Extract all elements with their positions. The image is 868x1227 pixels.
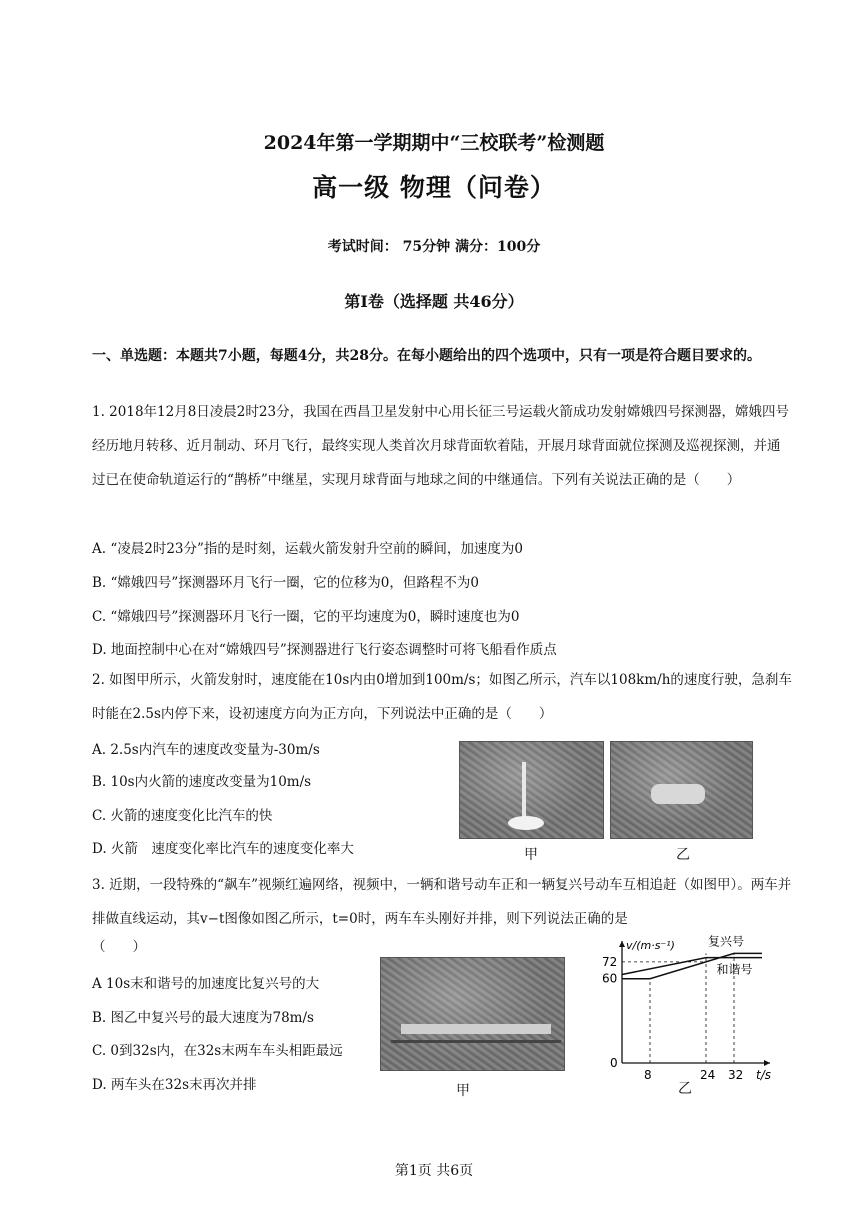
q2-caption-yi: 乙 <box>676 847 690 863</box>
x-tick-label-32: 32 <box>728 1068 744 1082</box>
x-axis-label: t/s <box>756 1068 771 1082</box>
q3-caption-yi: 乙 <box>678 1081 692 1097</box>
q2-stem: 2. 如图甲所示，火箭发射时，速度能在10s内由0增加到100m/s；如图乙所示，汽车以108km/h的速度行驶，急刹车时能在2.5s内停下来，设初速度方向为正方向，下列说法中正确的是（ ） <box>92 672 792 722</box>
q3-option-c: C. 0到32s内，在32s末两车车头相距最远 <box>92 1043 343 1059</box>
part-heading: 第Ⅰ卷（选择题 共46分） <box>344 292 524 311</box>
vt-graph <box>600 935 780 1095</box>
q2-option-a: A. 2.5s内汽车的速度改变量为-30m/s <box>92 742 320 758</box>
q2-option-c: C. 火箭的速度变化比汽车的快 <box>92 808 273 824</box>
x-tick-label-8: 8 <box>644 1068 652 1082</box>
q1-option-c: C. “嫦娥四号”探测器环月飞行一圈，它的平均速度为0，瞬时速度也为0 <box>92 609 520 625</box>
q3-stem: 3. 近期，一段特殊的“飙车”视频红遍网络，视频中，一辆和谐号动车正和一辆复兴号动车互相追赶（如图甲）。两车并排做直线运动，其v−t图像如图乙所示，t=0时，两车车头刚好并排，则下列说法正确的是 <box>92 877 792 927</box>
q1-stem: 1. 2018年12月8日凌晨2时23分，我国在西昌卫星发射中心用长征三号运载火箭成功发射嫦娥四号探测器，嫦娥四号经历地月转移、近月制动、环月飞行，最终实现人类首次月球背面软着陆，开展月球背面就位探测及巡视探测，并通过已在使命轨道运行的“鹊桥”中继星，实现月球背面与地球之间的中继通信。下列有关说法正确的是（ ） <box>92 404 790 488</box>
q1-option-a: A. “凌晨2时23分”指的是时刻，运载火箭发射升空前的瞬间，加速度为0 <box>92 541 523 557</box>
q2-option-b: B. 10s内火箭的速度改变量为10m/s <box>92 774 312 790</box>
exam-info: 考试时间： 75分钟 满分：100分 <box>327 239 541 255</box>
q3-option-a: A 10s末和谐号的加速度比复兴号的大 <box>92 976 320 992</box>
q1-option-b: B. “嫦娥四号”探测器环月飞行一圈，它的位移为0，但路程不为0 <box>92 575 479 591</box>
y-axis-arrow <box>619 941 625 947</box>
y-tick-label-60: 60 <box>602 971 618 986</box>
q2-option-d: D. 火箭 速度变化率比汽车的速度变化率大 <box>92 841 354 857</box>
car-braking-photo <box>610 741 753 839</box>
train-race-photo <box>380 957 565 1071</box>
y-tick-label-72: 72 <box>602 954 618 969</box>
x-tick-label-0: 0 <box>610 1056 618 1070</box>
page-footer: 第1页 共6页 <box>394 1163 474 1179</box>
rocket-launch-photo <box>459 741 604 839</box>
exam-title: 2024年第一学期期中“三校联考”检测题 <box>263 132 605 154</box>
q3-caption-jia: 甲 <box>456 1083 470 1099</box>
x-tick-label-24: 24 <box>700 1068 716 1082</box>
section-heading: 一、单选题：本题共7小题，每题4分，共28分。在每小题给出的四个选项中，只有一项是符合题目要求的。 <box>92 348 761 364</box>
y-axis-label: v/(m·s⁻¹) <box>626 939 675 952</box>
q3-option-b: B. 图乙中复兴号的最大速度为78m/s <box>92 1010 314 1026</box>
q3-answer-blank: （ ） <box>92 939 146 955</box>
q1-option-d: D. 地面控制中心在对“嫦娥四号”探测器进行飞行姿态调整时可将飞船看作质点 <box>92 642 557 658</box>
series-label-2: 和谐号 <box>716 962 753 977</box>
exam-subtitle: 高一级 物理（问卷） <box>312 173 556 202</box>
q2-caption-jia: 甲 <box>524 847 538 863</box>
x-axis-arrow <box>764 1060 770 1066</box>
q3-option-d: D. 两车头在32s末再次并排 <box>92 1077 257 1093</box>
series-label-1: 复兴号 <box>708 935 745 949</box>
